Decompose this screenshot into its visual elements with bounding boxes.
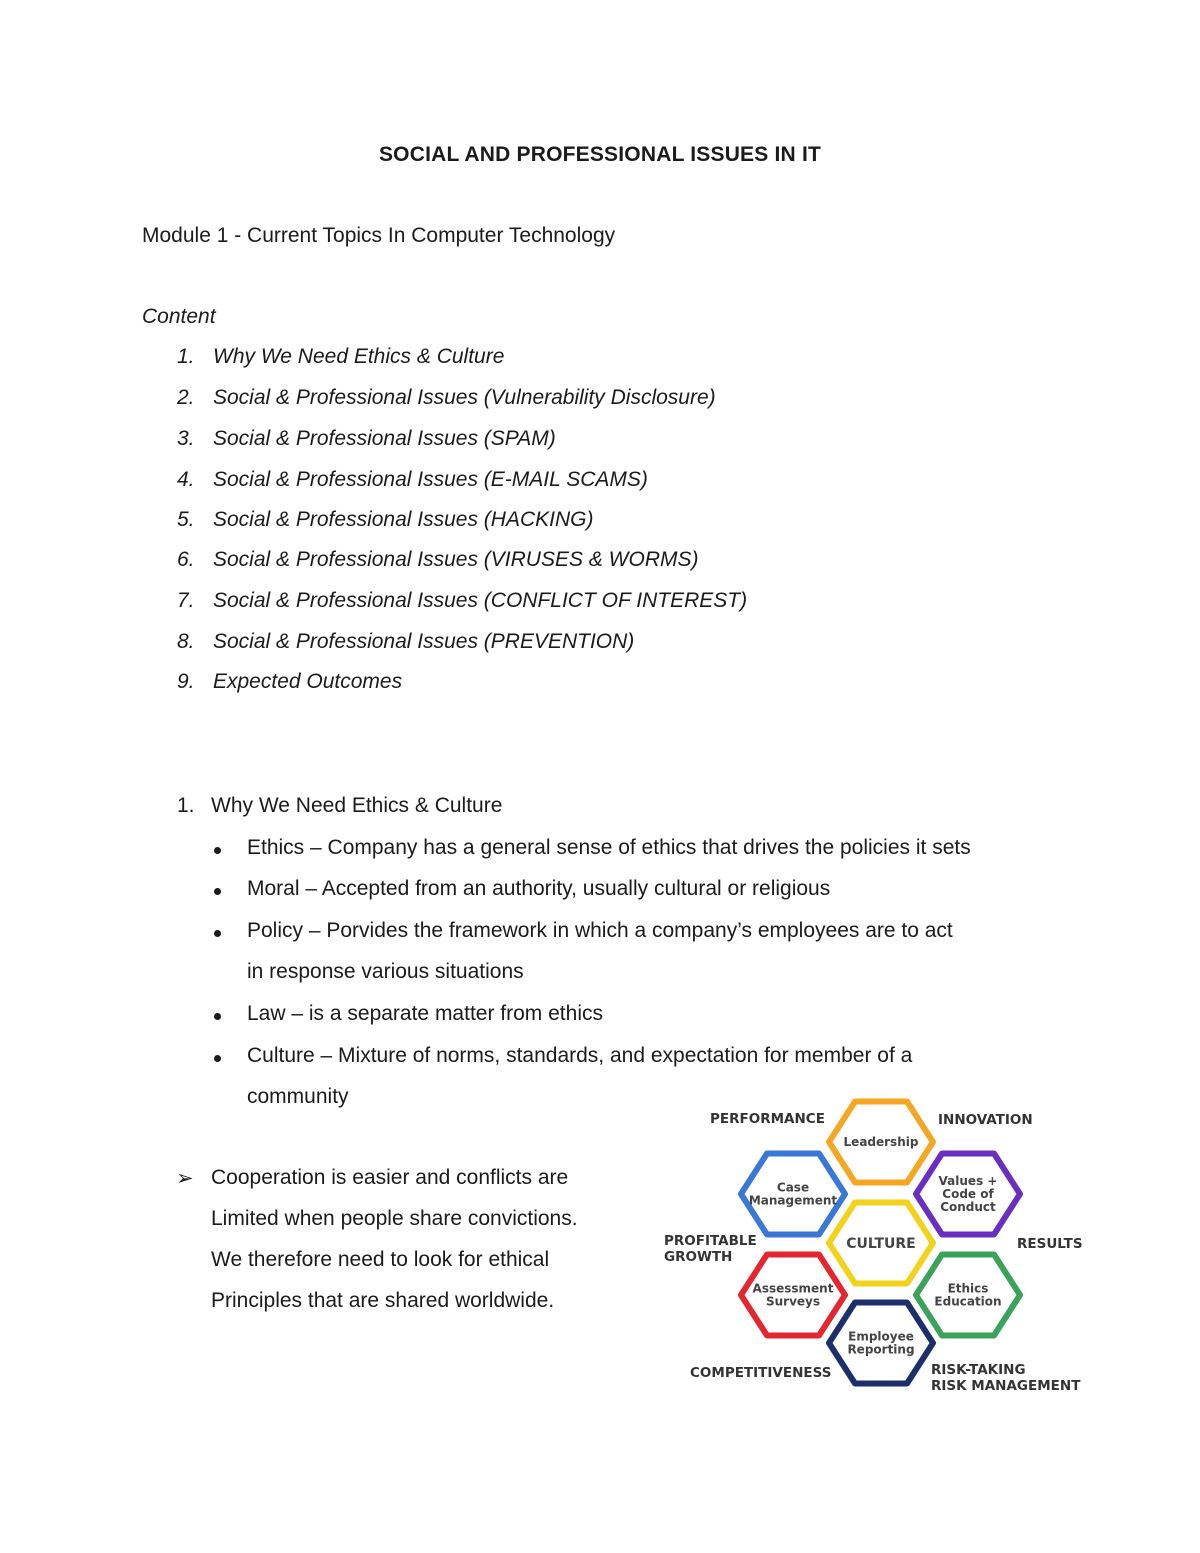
arrow-paragraph-line: We therefore need to look for ethical <box>211 1248 550 1271</box>
toc-item: 9. Expected Outcomes <box>177 670 403 693</box>
hexagon-label-values: Conduct <box>940 1200 996 1215</box>
toc-item: 5. Social & Professional Issues (HACKING) <box>177 508 594 531</box>
hexagon-label-values: Values + <box>938 1174 998 1189</box>
toc-item: 6. Social & Professional Issues (VIRUSES & WORMS) <box>177 548 699 571</box>
bullet-dot-icon <box>214 1055 221 1062</box>
label-competitiveness: COMPETITIVENESS <box>690 1365 832 1381</box>
arrow-paragraph-line: Limited when people share convictions. <box>211 1207 578 1230</box>
hexagon-label-ethics: Education <box>934 1294 1002 1309</box>
culture-hexagon-diagram <box>655 1090 1095 1400</box>
arrow-paragraph-line: Principles that are shared worldwide. <box>211 1289 555 1312</box>
arrow-paragraph-line: Cooperation is easier and conflicts are <box>211 1166 569 1189</box>
section-heading: 1. Why We Need Ethics & Culture <box>177 794 503 817</box>
label-results: RESULTS <box>1017 1236 1083 1252</box>
hexagon-label-values: Code of <box>942 1187 994 1202</box>
hexagon-label-case: Management <box>748 1193 838 1208</box>
toc-item: 7. Social & Professional Issues (CONFLICT OF INTEREST) <box>177 589 748 612</box>
hexagon-label-assessment: Assessment <box>752 1281 834 1296</box>
label-risk-taking: RISK-TAKING <box>931 1362 1026 1378</box>
bullet-dot-icon <box>214 1013 221 1020</box>
page-title: SOCIAL AND PROFESSIONAL ISSUES IN IT <box>378 143 822 166</box>
bullet-dot-icon <box>214 888 221 895</box>
content-label: Content <box>142 305 216 328</box>
bullet-continuation: in response various situations <box>247 960 524 983</box>
label-profitable: PROFITABLE <box>664 1233 757 1249</box>
hexagon-label-employee: Employee <box>848 1329 914 1344</box>
toc-item: 1. Why We Need Ethics & Culture <box>177 345 505 368</box>
hexagon-label-culture: CULTURE <box>846 1235 916 1252</box>
arrow-bullet-icon: ➢ <box>176 1167 194 1190</box>
label-growth: GROWTH <box>664 1249 733 1265</box>
hexagon-label-case: Case <box>776 1180 810 1195</box>
label-performance: PERFORMANCE <box>710 1111 825 1127</box>
bullet-dot-icon <box>214 847 221 854</box>
toc-item: 3. Social & Professional Issues (SPAM) <box>177 427 556 450</box>
toc-item: 8. Social & Professional Issues (PREVENTION) <box>177 630 635 653</box>
hexagon-label-assessment: Surveys <box>765 1294 821 1309</box>
bullet-continuation: community <box>247 1085 349 1108</box>
hexagon-label-employee: Reporting <box>847 1342 915 1357</box>
bullet-dot-icon <box>214 930 221 937</box>
hexagon-label-leadership: Leadership <box>843 1135 919 1150</box>
document-page: SOCIAL AND PROFESSIONAL ISSUES IN IT Module 1 - Current Topics In Computer Technology Content 1. Why We Need Ethics & Culture 2. Social & Professional Issues (Vulnerability Disclosure) 3. Social & Professional Issues (SPAM) 4. Social & Professional Issues (E-MAIL SCAMS) 5. Social & Professional Issues (HACKING) 6. Social & Professional Issues (VIRUSES & WORMS) 7. Social & Professional Issues (CONFLICT OF INTEREST) 8. Social & Professional Issues (PREVENTION) 9. Expected Outcomes 1. Why We Need Ethics & Culture Ethics – Company has a general sense of ethics that drives the policies it sets Moral – Accepted from an authority, usually cultural or religious Policy – Porvides the framework in which a company’s employees are to act in response various situations Law – is a separate matter from ethics Culture – Mixture of norms, standards, and expectation for member of a community ➢ Cooperation is easier and conflicts are Limited when people share convictions. We therefore need to look for ethical Principles that are shared worldwide. Leadership Case Management Values + Code of Conduct CULTURE Assessment Surveys Ethics Education Employee Reporting PERFORMANCE INNOVATION PROFITABLE GROWTH RESULTS COMPETITIVENESS RISK-TAKING RISK MANAGEMENT <box>0 0 1200 1553</box>
label-innovation: INNOVATION <box>938 1112 1033 1128</box>
hexagon-label-ethics: Ethics <box>947 1281 989 1296</box>
label-risk-management: RISK MANAGEMENT <box>931 1378 1081 1394</box>
toc-item: 2. Social & Professional Issues (Vulnerability Disclosure) <box>177 386 716 409</box>
module-heading: Module 1 - Current Topics In Computer Technology <box>142 224 616 247</box>
toc-item: 4. Social & Professional Issues (E-MAIL SCAMS) <box>177 468 648 491</box>
